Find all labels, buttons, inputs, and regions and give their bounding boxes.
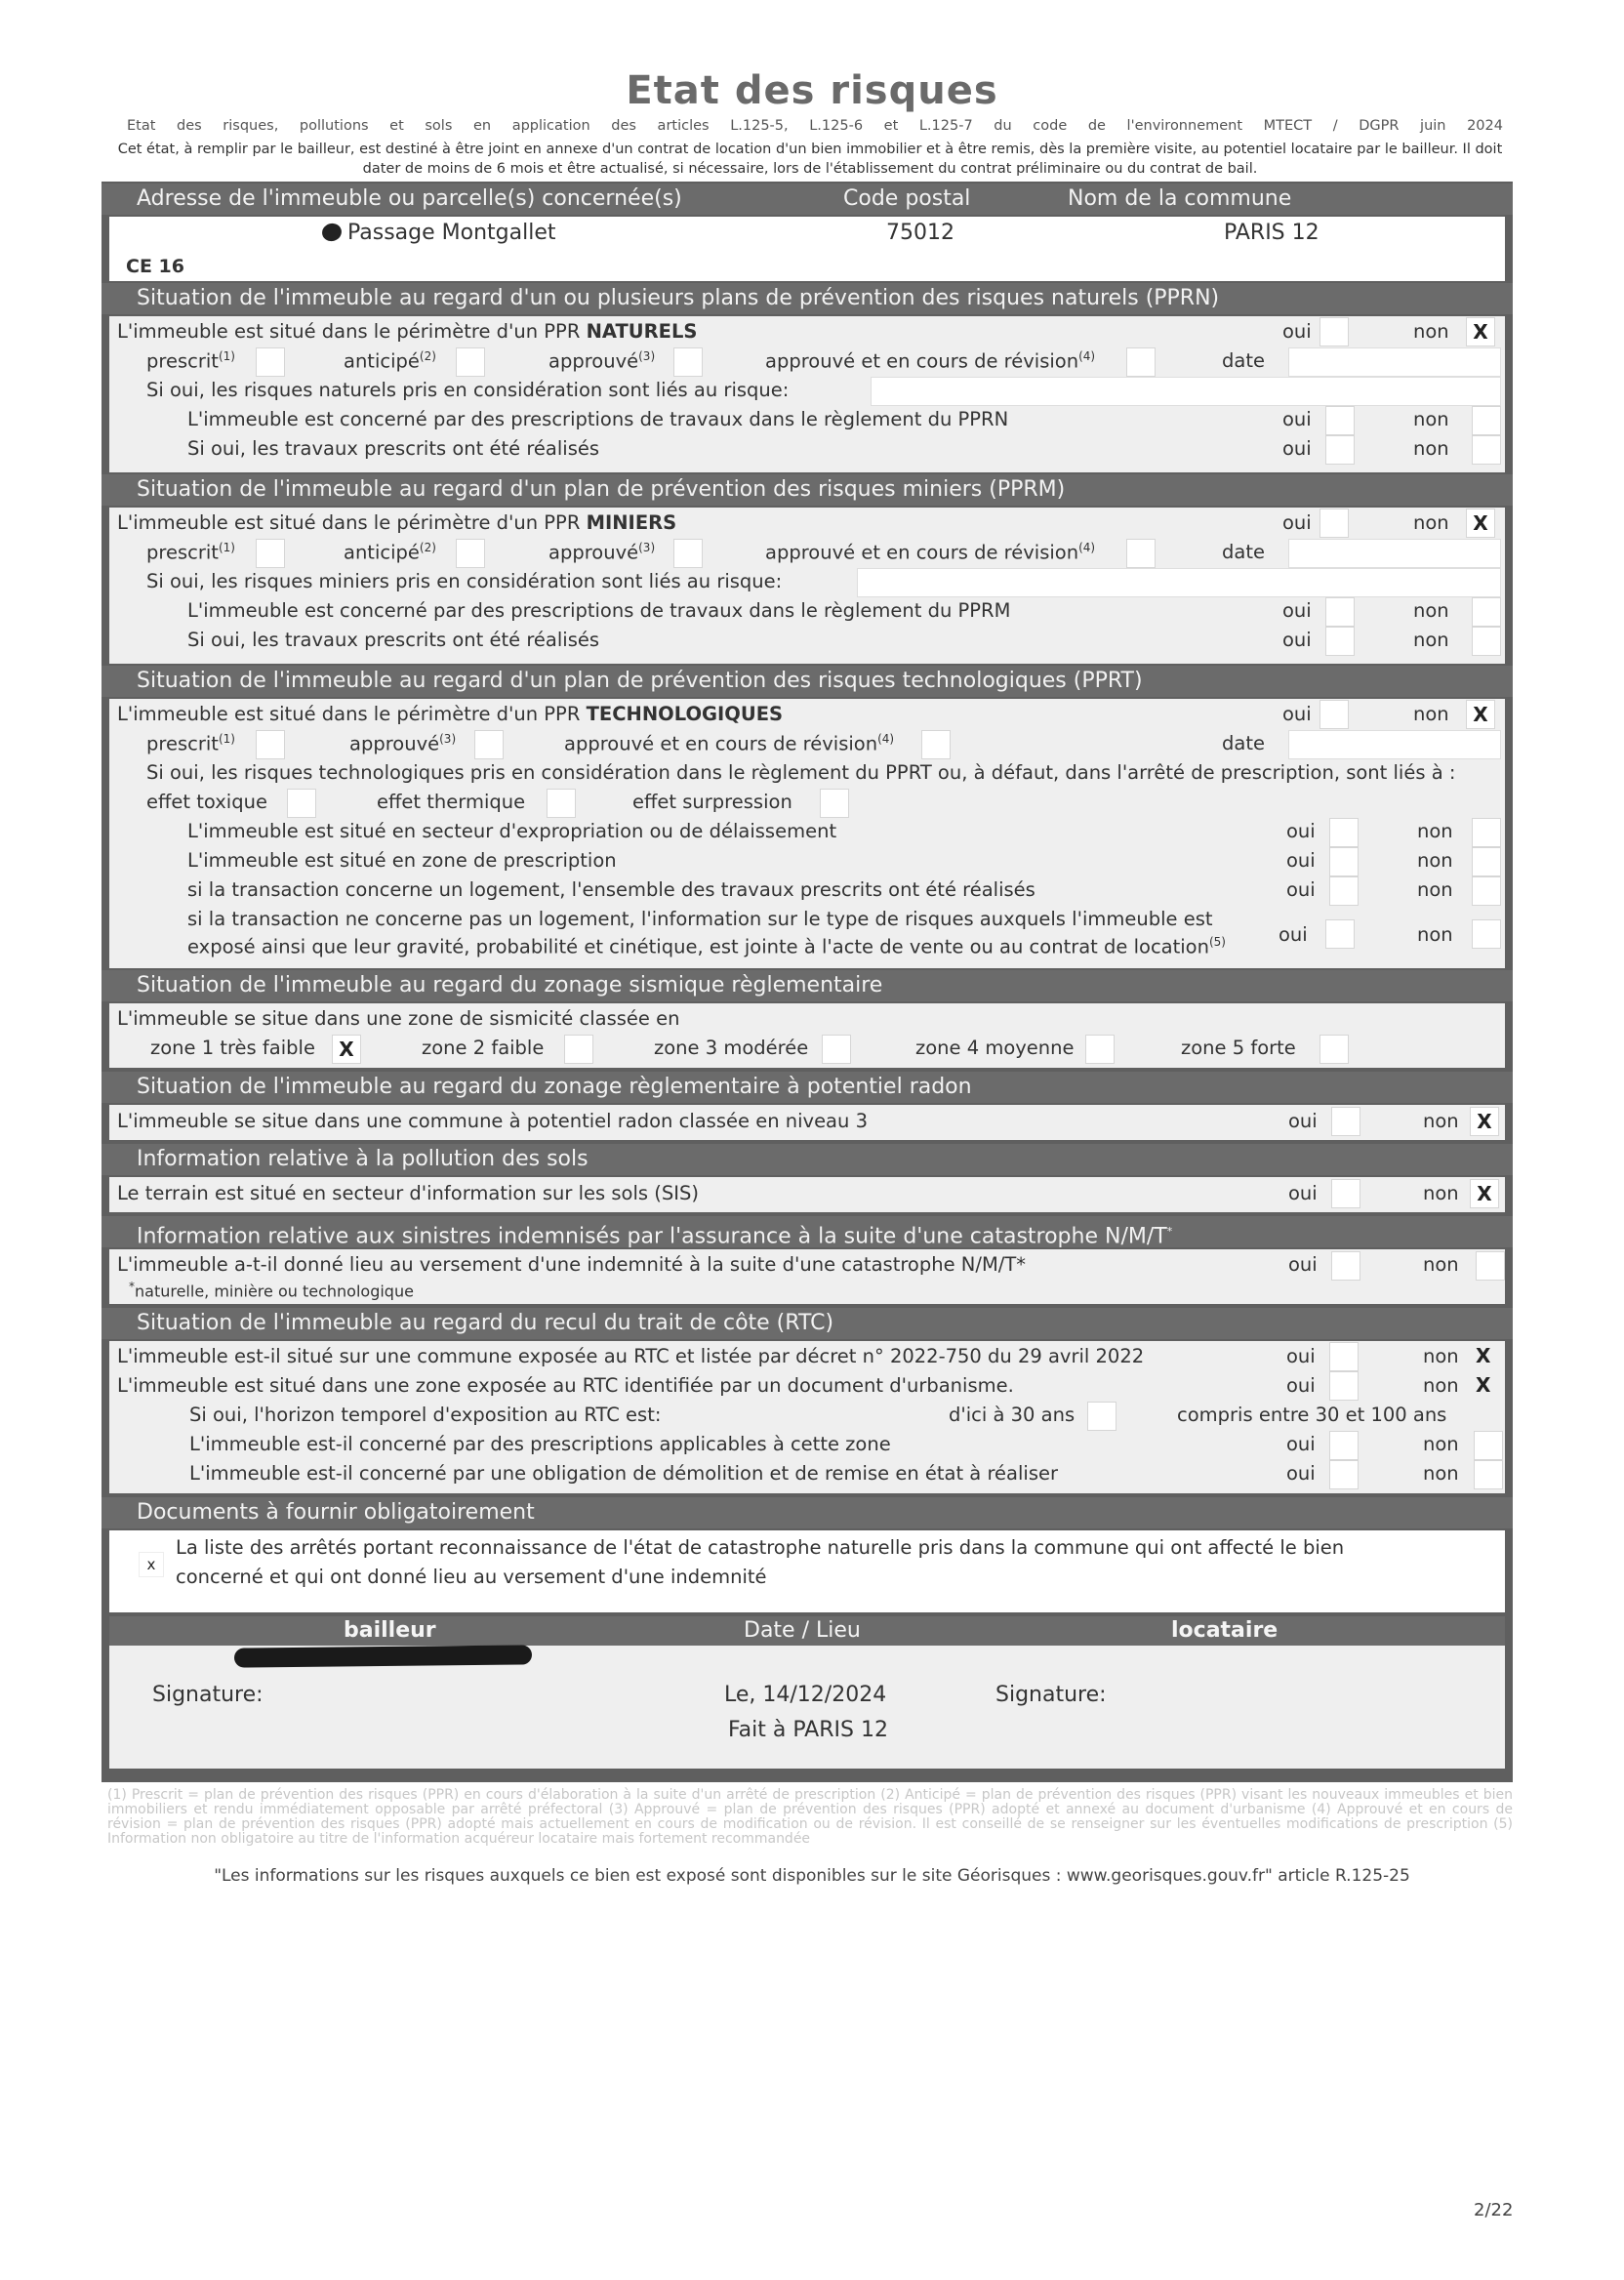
pprt-non-logement-text: exposé ainsi que leur gravité, probabilité et cinétique, est jointe à l'acte de vente ou au contrat de location: [187, 935, 1209, 958]
pprm-prescrit-label: prescrit$^{(1)}$: [146, 541, 235, 564]
pprm-approuve-label: approuvé$^{(3)}$: [548, 541, 656, 564]
pprn-prescrit-text: prescrit: [146, 349, 219, 373]
pprm-revision-label: approuvé et en cours de révision$^{(4)}$: [765, 541, 1096, 564]
pprn-prescrit-label: prescrit$^{(1)}$: [146, 349, 235, 373]
non-label: non: [1413, 408, 1449, 430]
pprn-prescrit-checkbox[interactable]: [256, 347, 285, 377]
non-label: non: [1417, 878, 1453, 901]
oui-label: oui: [1286, 878, 1316, 901]
pprm-perimeter-question: [117, 511, 676, 534]
pprt-oui-checkbox[interactable]: [1320, 700, 1349, 729]
pprn-header: Situation de l'immeuble au regard d'un ou plusieurs plans de prévention des risques naturels (PPRN): [102, 283, 1513, 314]
pprt-logement-question: si la transaction concerne un logement, l'ensemble des travaux prescrits ont été réalisés: [187, 878, 1035, 901]
pprt-perimeter-bold: TECHNOLOGIQUES: [586, 703, 784, 725]
pprm-works-non-checkbox[interactable]: [1472, 627, 1501, 656]
oui-label: oui: [1282, 511, 1312, 534]
locataire-signature-label: Signature:: [995, 1683, 1107, 1707]
rtc-question-3: L'immeuble est-il concerné par des prescriptions applicables à cette zone: [189, 1433, 891, 1455]
pprt-surpression-checkbox[interactable]: [820, 789, 849, 818]
pprn-date-label: date: [1222, 349, 1265, 372]
radon-header: Situation de l'immeuble au regard du zonage règlementaire à potentiel radon: [102, 1072, 1513, 1103]
zone-2-label: zone 2 faible: [422, 1037, 545, 1059]
address-box: [109, 217, 1505, 281]
oui-label: oui: [1288, 1110, 1318, 1132]
pprn-works-non-checkbox[interactable]: [1472, 435, 1501, 465]
bailleur-signature-label: Signature:: [152, 1683, 264, 1707]
pollution-box: [109, 1177, 1505, 1212]
pprt-revision-label: approuvé et en cours de révision$^{(4)}$: [564, 732, 895, 755]
rtc-horizon-30-label: d'ici à 30 ans: [949, 1404, 1076, 1426]
pprt-toxique-checkbox[interactable]: [287, 789, 316, 818]
non-label: non: [1413, 629, 1449, 651]
pprt-risks-line: Si oui, les risques technologiques pris en considération dans le règlement du PPRT ou, à défaut, dans l'arrêté de prescription, sont liés à :: [146, 761, 1456, 784]
oui-label: oui: [1282, 703, 1312, 725]
pprt-zone-oui-checkbox[interactable]: [1329, 847, 1359, 876]
pprm-anticipe-checkbox[interactable]: [456, 539, 485, 568]
pprt-approuve-checkbox[interactable]: [474, 730, 504, 759]
oui-label: oui: [1282, 629, 1312, 651]
pprm-risks-field[interactable]: [857, 568, 1501, 597]
pprn-approuve-label: approuvé$^{(3)}$: [548, 349, 656, 373]
pprn-risks-line: Si oui, les risques naturels pris en considération sont liés au risque:: [146, 379, 790, 401]
pollution-non-checkbox[interactable]: X: [1470, 1179, 1499, 1208]
pprt-logement-oui-checkbox[interactable]: [1329, 876, 1359, 906]
zone-5-label: zone 5 forte: [1181, 1037, 1296, 1059]
pprn-approuve-text: approuvé: [548, 349, 639, 373]
pprt-thermique-label: effet thermique: [377, 791, 526, 813]
pprn-approuve-checkbox[interactable]: [673, 347, 703, 377]
pprn-anticipe-checkbox[interactable]: [456, 347, 485, 377]
documents-box: [109, 1530, 1505, 1612]
documents-checkbox[interactable]: x: [139, 1552, 164, 1577]
pprn-revision-label: approuvé et en cours de révision$^{(4)}$: [765, 349, 1096, 373]
sinistres-note: *naturelle, minière ou technologique: [129, 1280, 414, 1301]
pprt-surpression-label: effet surpression: [632, 791, 792, 813]
pprt-prescrit-checkbox[interactable]: [256, 730, 285, 759]
radon-non-checkbox[interactable]: X: [1470, 1107, 1499, 1136]
oui-label: oui: [1286, 820, 1316, 842]
commune-header-label: Nom de la commune: [1068, 186, 1292, 211]
rtc-question-4: L'immeuble est-il concerné par une obligation de démolition et de remise en état à réaliser: [189, 1462, 1059, 1485]
street-address: [322, 221, 556, 245]
pprm-approuve-text: approuvé: [548, 541, 639, 564]
pprt-logement-non-checkbox[interactable]: [1472, 876, 1501, 906]
non-label: non: [1417, 849, 1453, 872]
pollution-header: Information relative à la pollution des sols: [102, 1144, 1513, 1175]
postal-header-label: Code postal: [843, 186, 971, 211]
non-label: non: [1423, 1462, 1459, 1485]
documents-line-1: La liste des arrêtés portant reconnaissance de l'état de catastrophe naturelle pris dans la commune qui ont affecté le bien: [176, 1536, 1345, 1559]
pprt-date-field[interactable]: [1288, 730, 1501, 759]
rtc-q3-non-checkbox[interactable]: [1474, 1431, 1503, 1460]
address-header: [102, 183, 1513, 215]
bailleur-label: bailleur: [344, 1618, 436, 1643]
pprn-anticipe-label: anticipé$^{(2)}$: [344, 349, 436, 373]
non-label: non: [1423, 1182, 1459, 1204]
pprt-header: Situation de l'immeuble au regard d'un plan de prévention des risques technologiques (PPRT): [102, 666, 1513, 697]
pprt-approuve-label: approuvé$^{(3)}$: [349, 732, 457, 755]
pprn-works-oui-checkbox[interactable]: [1325, 435, 1355, 465]
pprt-approuve-text: approuvé: [349, 732, 440, 755]
pprn-perimeter-bold: NATURELS: [586, 320, 698, 343]
pprm-date-field[interactable]: [1288, 539, 1501, 568]
document-title: Etat des risques: [626, 68, 998, 113]
locataire-label: locataire: [1171, 1618, 1279, 1643]
pprm-approuve-checkbox[interactable]: [673, 539, 703, 568]
rtc-q1-non-mark[interactable]: X: [1476, 1344, 1491, 1367]
pprt-perimeter-question: [117, 703, 783, 725]
oui-label: oui: [1288, 1182, 1318, 1204]
pprt-zone-prescription-question: L'immeuble est situé en zone de prescription: [187, 849, 617, 872]
pprt-box: [109, 699, 1505, 968]
sinistres-header-text: Information relative aux sinistres indemnisés par l'assurance à la suite d'une catastrophe N/M/T: [137, 1224, 1167, 1247]
documents-header: Documents à fournir obligatoirement: [102, 1497, 1513, 1528]
pprm-revision-text: approuvé et en cours de révision: [765, 541, 1079, 564]
rtc-q2-oui-checkbox[interactable]: [1329, 1371, 1359, 1401]
georisques-note: "Les informations sur les risques auxquels ce bien est exposé sont disponibles sur le site Géorisques : www.georisques.gouv.fr" article R.125-25: [214, 1866, 1410, 1886]
zone-1-label: zone 1 très faible: [150, 1037, 315, 1059]
pprn-perimeter-text: L'immeuble est situé dans le périmètre d'un PPR: [117, 320, 581, 343]
pprt-date-label: date: [1222, 732, 1265, 754]
date-lieu-label: Date / Lieu: [744, 1618, 861, 1643]
zone-4-label: zone 4 moyenne: [915, 1037, 1075, 1059]
oui-label: oui: [1286, 1345, 1316, 1367]
sinistres-header: Information relative aux sinistres indemnisés par l'assurance à la suite d'une catastrophe N/M/T*: [102, 1216, 1513, 1247]
footnotes: (1) Prescrit = plan de prévention des risques (PPR) en cours d'élaboration à la suite d'un arrêté de prescription (2) Anticipé = plan de prévention des risques (PPR) visant les nouveaux immeubles et bien immobiliers et rendu immédiatement opposable par arrêté préfectoral (3) Approuvé = plan de prévention des risques (PPR) adopté et annexé au document d'urbanisme (4) Approuvé et en cours de révision = plan de prévention des risques (PPR) adopté mais actuellement en cours de modification ou de révision. Il est conseillé de se renseigner sur les éventuelles modifications de prescription (5) Information non obligatoire au titre de l'information acquéreur locataire mais fortement recommandée: [107, 1787, 1513, 1847]
pprm-revision-checkbox[interactable]: [1126, 539, 1156, 568]
zone-4-checkbox[interactable]: [1085, 1035, 1115, 1064]
rtc-horizon-30-100-label: compris entre 30 et 100 ans: [1177, 1404, 1447, 1426]
street-text: Passage Montgallet: [347, 221, 556, 245]
oui-label: oui: [1282, 437, 1312, 460]
zone-2-checkbox[interactable]: [564, 1035, 593, 1064]
pprt-perimeter-text: L'immeuble est situé dans le périmètre d'un PPR: [117, 703, 581, 725]
non-label: non: [1423, 1374, 1459, 1397]
pprn-works-question: Si oui, les travaux prescrits ont été réalisés: [187, 437, 600, 460]
pprt-non-checkbox[interactable]: X: [1466, 700, 1495, 729]
pprt-non-logement-line2: exposé ainsi que leur gravité, probabilité et cinétique, est jointe à l'acte de vente ou au contrat de location$^{(5)}$: [187, 935, 1226, 958]
non-label: non: [1413, 511, 1449, 534]
pprn-oui-checkbox[interactable]: [1320, 317, 1349, 346]
sinistres-box: [109, 1249, 1505, 1304]
sismique-box: [109, 1003, 1505, 1068]
zone-5-checkbox[interactable]: [1320, 1035, 1349, 1064]
pprm-prescriptions-question: L'immeuble est concerné par des prescriptions de travaux dans le règlement du PPRM: [187, 599, 1011, 622]
pprm-header: Situation de l'immeuble au regard d'un plan de prévention des risques miniers (PPRM): [102, 474, 1513, 506]
pprt-thermique-checkbox[interactable]: [547, 789, 576, 818]
pprt-non-logement-oui-checkbox[interactable]: [1325, 919, 1355, 949]
pprn-revision-text: approuvé et en cours de révision: [765, 349, 1079, 373]
sinistres-oui-checkbox[interactable]: [1331, 1251, 1360, 1281]
pprn-perimeter-question: [117, 320, 697, 343]
sinistres-question: L'immeuble a-t-il donné lieu au versement d'une indemnité à la suite d'une catastrophe N/M/T*: [117, 1253, 1027, 1276]
pprm-anticipe-text: anticipé: [344, 541, 420, 564]
pprm-prescriptions-oui-checkbox[interactable]: [1325, 597, 1355, 627]
pprm-prescrit-text: prescrit: [146, 541, 219, 564]
radon-question: L'immeuble se situe dans une commune à potentiel radon classée en niveau 3: [117, 1110, 868, 1132]
pprm-anticipe-label: anticipé$^{(2)}$: [344, 541, 436, 564]
non-label: non: [1423, 1345, 1459, 1367]
pprt-non-logement-non-checkbox[interactable]: [1472, 919, 1501, 949]
rtc-q3-oui-checkbox[interactable]: [1329, 1431, 1359, 1460]
pprt-expropriation-oui-checkbox[interactable]: [1329, 818, 1359, 847]
pprt-revision-text: approuvé et en cours de révision: [564, 732, 878, 755]
rtc-question-1: L'immeuble est-il situé sur une commune exposée au RTC et listée par décret n° 2022-750 du 29 avril 2022: [117, 1345, 1145, 1367]
non-label: non: [1413, 437, 1449, 460]
rtc-q1-oui-checkbox[interactable]: [1329, 1342, 1359, 1371]
pprn-revision-checkbox[interactable]: [1126, 347, 1156, 377]
pprm-oui-checkbox[interactable]: [1320, 509, 1349, 538]
pprt-zone-non-checkbox[interactable]: [1472, 847, 1501, 876]
pprn-prescriptions-non-checkbox[interactable]: [1472, 406, 1501, 435]
parcel-reference: CE 16: [126, 256, 184, 277]
pprt-prescrit-label: prescrit$^{(1)}$: [146, 732, 235, 755]
pprm-perimeter-text: L'immeuble est situé dans le périmètre d'un PPR: [117, 511, 581, 534]
rtc-horizon-30-checkbox[interactable]: [1087, 1402, 1116, 1431]
radon-box: [109, 1105, 1505, 1140]
non-label: non: [1423, 1253, 1459, 1276]
sismique-header: Situation de l'immeuble au regard du zonage sismique règlementaire: [102, 970, 1513, 1001]
oui-label: oui: [1286, 1374, 1316, 1397]
oui-label: oui: [1279, 923, 1308, 946]
oui-label: oui: [1286, 849, 1316, 872]
page-number: 2/22: [1474, 2200, 1514, 2220]
non-label: non: [1417, 820, 1453, 842]
zone-3-label: zone 3 modérée: [654, 1037, 809, 1059]
pprt-revision-checkbox[interactable]: [921, 730, 951, 759]
signature-place: Fait à PARIS 12: [728, 1718, 888, 1742]
pprm-perimeter-bold: MINIERS: [586, 511, 677, 534]
pprt-expropriation-non-checkbox[interactable]: [1472, 818, 1501, 847]
pprm-prescrit-checkbox[interactable]: [256, 539, 285, 568]
pprn-non-checkbox[interactable]: X: [1466, 317, 1495, 346]
pprn-risks-field[interactable]: [871, 377, 1501, 406]
pprm-date-label: date: [1222, 541, 1265, 563]
pprt-expropriation-question: L'immeuble est situé en secteur d'expropriation ou de délaissement: [187, 820, 837, 842]
pprn-date-field[interactable]: [1288, 347, 1501, 377]
non-label: non: [1413, 703, 1449, 725]
commune-name: PARIS 12: [1224, 221, 1320, 245]
pprt-non-logement-line1: si la transaction ne concerne pas un logement, l'information sur le type de risques auxquels l'immeuble est: [187, 908, 1213, 930]
non-label: non: [1413, 599, 1449, 622]
pprm-box: [109, 508, 1505, 664]
non-label: non: [1413, 320, 1449, 343]
pprm-non-checkbox[interactable]: X: [1466, 509, 1495, 538]
pprt-prescrit-text: prescrit: [146, 732, 219, 755]
rtc-box: [109, 1341, 1505, 1493]
rtc-header: Situation de l'immeuble au regard du recul du trait de côte (RTC): [102, 1308, 1513, 1339]
pprn-box: [109, 316, 1505, 472]
rtc-q4-non-checkbox[interactable]: [1474, 1460, 1503, 1489]
pprn-prescriptions-question: L'immeuble est concerné par des prescriptions de travaux dans le règlement du PPRN: [187, 408, 1009, 430]
rtc-q2-non-mark[interactable]: X: [1476, 1373, 1491, 1397]
zone-1-checkbox[interactable]: X: [332, 1035, 361, 1064]
pprm-prescriptions-non-checkbox[interactable]: [1472, 597, 1501, 627]
pollution-question: Le terrain est situé en secteur d'information sur les sols (SIS): [117, 1182, 699, 1204]
document-subtitle: Etat des risques, pollutions et sols en application des articles L.125-5, L.125-6 et L.125-7 du code de l'environnement MTECT / DGPR juin 2024: [127, 118, 1503, 134]
address-header-label: Adresse de l'immeuble ou parcelle(s) concernée(s): [137, 186, 682, 211]
non-label: non: [1423, 1110, 1459, 1132]
rtc-q4-oui-checkbox[interactable]: [1329, 1460, 1359, 1489]
pprm-risks-line: Si oui, les risques miniers pris en considération sont liés au risque:: [146, 570, 783, 592]
oui-label: oui: [1282, 320, 1312, 343]
oui-label: oui: [1286, 1462, 1316, 1485]
bullet-icon: [320, 222, 344, 244]
oui-label: oui: [1288, 1253, 1318, 1276]
pprt-toxique-label: effet toxique: [146, 791, 267, 813]
non-label: non: [1417, 923, 1453, 946]
pprm-works-oui-checkbox[interactable]: [1325, 627, 1355, 656]
document-intro: Cet état, à remplir par le bailleur, est destiné à être joint en annexe d'un contrat de location d'un bien immobilier et à être remis, dès la première visite, au potentiel locataire par le bailleur. Il doit dater de moins de 6 mois et être actualisé, si nécessaire, lors de l'établissement du contrat préliminaire ou du contrat de bail.: [117, 142, 1503, 177]
sinistres-non-checkbox[interactable]: [1476, 1251, 1505, 1281]
postal-code: 75012: [886, 221, 954, 245]
pprn-prescriptions-oui-checkbox[interactable]: [1325, 406, 1355, 435]
rtc-horizon-label: Si oui, l'horizon temporel d'exposition au RTC est:: [189, 1404, 662, 1426]
pprm-works-question: Si oui, les travaux prescrits ont été réalisés: [187, 629, 600, 651]
rtc-question-2: L'immeuble est situé dans une zone exposée au RTC identifiée par un document d'urbanisme.: [117, 1374, 1014, 1397]
radon-oui-checkbox[interactable]: [1331, 1107, 1360, 1136]
zone-3-checkbox[interactable]: [822, 1035, 851, 1064]
documents-line-2: concerné et qui ont donné lieu au versement d'une indemnité: [176, 1566, 767, 1588]
signature-date: Le, 14/12/2024: [724, 1683, 887, 1707]
non-label: non: [1423, 1433, 1459, 1455]
pollution-oui-checkbox[interactable]: [1331, 1179, 1360, 1208]
sismique-question: L'immeuble se situe dans une zone de sismicité classée en: [117, 1007, 680, 1030]
oui-label: oui: [1286, 1433, 1316, 1455]
signature-header: [109, 1616, 1505, 1646]
oui-label: oui: [1282, 408, 1312, 430]
sinistres-note-text: naturelle, minière ou technologique: [135, 1282, 414, 1301]
redacted-name: [234, 1645, 532, 1667]
pprn-anticipe-text: anticipé: [344, 349, 420, 373]
oui-label: oui: [1282, 599, 1312, 622]
